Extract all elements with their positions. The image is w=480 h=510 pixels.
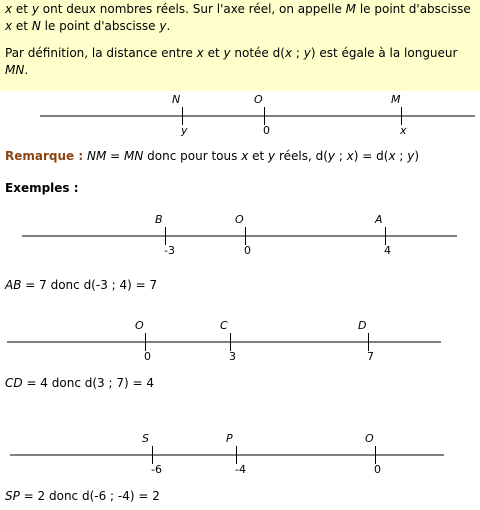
remarque-text: NM = MN donc pour tous x et y réels, d(y ; x) = d(x ; y) bbox=[86, 149, 420, 163]
point-abscissa: x bbox=[400, 124, 407, 137]
number-line-general bbox=[40, 93, 475, 137]
point-name: O bbox=[254, 93, 263, 106]
point-abscissa: 0 bbox=[244, 244, 251, 257]
point-name: O bbox=[135, 319, 144, 332]
example-3-statement: SP = 2 donc d(-6 ; -4) = 2 bbox=[5, 489, 160, 503]
remarque-label: Remarque : bbox=[5, 149, 84, 163]
point-name: D bbox=[358, 319, 367, 332]
math-variable: x bbox=[346, 149, 354, 163]
math-variable: y bbox=[268, 149, 276, 163]
remarque bbox=[5, 149, 419, 163]
example-1-statement: AB = 7 donc d(-3 ; 4) = 7 bbox=[5, 278, 158, 292]
point-name: O bbox=[365, 432, 374, 445]
example-2-statement: CD = 4 donc d(3 ; 7) = 4 bbox=[5, 376, 154, 390]
definition-paragraph-1: x et y ont deux nombres réels. Sur l'axe réel, on appelle M le point d'abscisse x et N le point d'abscisse y. bbox=[5, 2, 471, 33]
point-name: M bbox=[391, 93, 401, 106]
point-abscissa: -3 bbox=[164, 244, 175, 257]
point-abscissa: y bbox=[181, 124, 188, 137]
math-variable: x bbox=[241, 149, 249, 163]
exemples-title: Exemples : bbox=[5, 181, 79, 195]
math-variable: MN bbox=[124, 149, 144, 163]
point-name: B bbox=[155, 213, 163, 226]
point-abscissa: 7 bbox=[367, 350, 374, 363]
math-variable: y bbox=[407, 149, 415, 163]
definition-paragraph-2: Par définition, la distance entre x et y notée d(x ; y) est égale à la longueur MN. bbox=[5, 46, 458, 77]
point-name: N bbox=[172, 93, 181, 106]
point-name: O bbox=[235, 213, 244, 226]
point-abscissa: -4 bbox=[235, 463, 246, 476]
point-abscissa: 3 bbox=[229, 350, 236, 363]
math-variable: N bbox=[31, 19, 41, 33]
point-abscissa: 0 bbox=[374, 463, 381, 476]
math-variable: NM bbox=[86, 149, 107, 163]
math-variable: x bbox=[284, 46, 293, 60]
math-variable: AB bbox=[5, 278, 22, 292]
point-abscissa: 4 bbox=[384, 244, 391, 257]
point-abscissa: 0 bbox=[263, 124, 270, 137]
point-name: A bbox=[375, 213, 383, 226]
point-abscissa: -6 bbox=[151, 463, 162, 476]
math-variable: y bbox=[159, 19, 167, 33]
math-variable: CD bbox=[5, 376, 23, 390]
math-variable: x bbox=[5, 19, 13, 33]
point-name: C bbox=[220, 319, 228, 332]
math-variable: M bbox=[345, 2, 357, 16]
math-variable: y bbox=[327, 149, 335, 163]
math-variable: x bbox=[196, 46, 204, 60]
number-line-example-1 bbox=[22, 213, 457, 257]
math-variable: x bbox=[5, 2, 13, 16]
math-variable: x bbox=[388, 149, 396, 163]
point-name: S bbox=[142, 432, 149, 445]
math-variable: y bbox=[223, 46, 231, 60]
point-abscissa: 0 bbox=[144, 350, 151, 363]
math-variable: y bbox=[303, 46, 311, 60]
point-name: P bbox=[226, 432, 233, 445]
math-variable: y bbox=[31, 2, 39, 16]
math-variable: MN bbox=[5, 63, 25, 77]
number-line-example-3 bbox=[10, 432, 444, 476]
number-line-example-2 bbox=[7, 319, 441, 363]
math-variable: SP bbox=[5, 489, 20, 503]
